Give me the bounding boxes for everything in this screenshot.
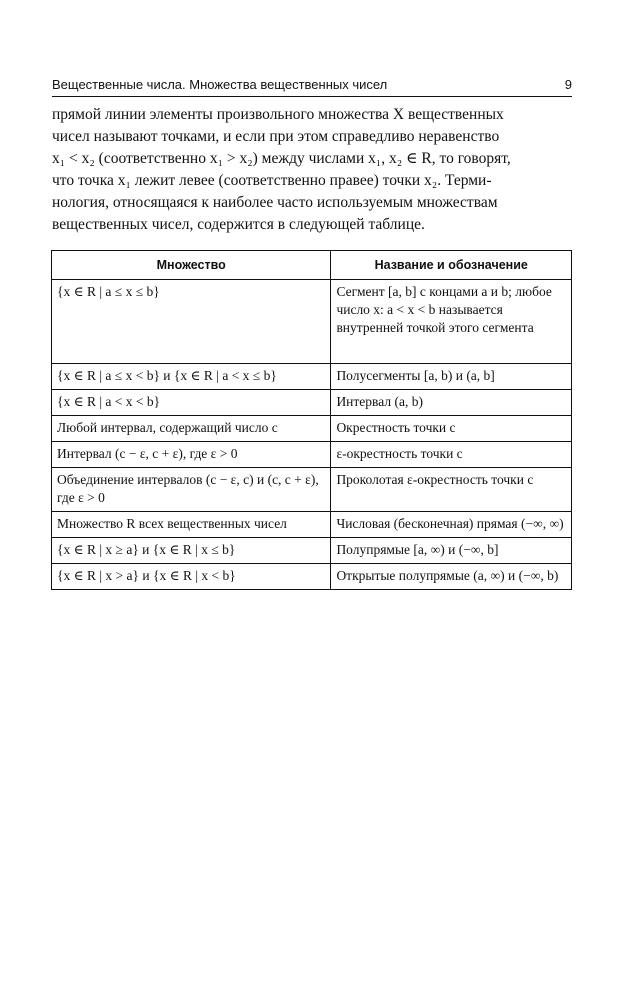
table-row	[52, 390, 572, 416]
table-header-row	[52, 251, 572, 280]
set-cell: Объединение интервалов (c − ε, c) и (c, c + ε), где ε > 0	[52, 468, 331, 512]
column-header-set: Множество	[52, 251, 331, 280]
table-row	[52, 442, 572, 468]
name-cell: Открытые полупрямые (a, ∞) и (−∞, b)	[331, 564, 572, 590]
name-cell: Полусегменты [a, b) и (a, b]	[331, 364, 572, 390]
name-cell: Проколотая ε-окрестность точки c	[331, 468, 572, 512]
table-row	[52, 538, 572, 564]
name-cell: Интервал (a, b)	[331, 390, 572, 416]
paragraph-line: что точка x₁ лежит левее (соответственно правее) точки x₂. Терми-	[52, 172, 492, 189]
name-cell: Числовая (бесконечная) прямая (−∞, ∞)	[331, 512, 572, 538]
table-row	[52, 364, 572, 390]
set-cell: {x ∈ R | a ≤ x < b} и {x ∈ R | a < x ≤ b}	[52, 364, 331, 390]
table-row	[52, 512, 572, 538]
body-paragraph	[52, 104, 572, 236]
table-row	[52, 416, 572, 442]
set-cell: {x ∈ R | a < x < b}	[52, 390, 331, 416]
name-cell: Окрестность точки c	[331, 416, 572, 442]
set-cell: {x ∈ R | x > a} и {x ∈ R | x < b}	[52, 564, 331, 590]
paragraph-line: x₁ < x₂ (соответственно x₁ > x₂) между числами x₁, x₂ ∈ R, то говорят,	[52, 150, 511, 167]
set-cell: {x ∈ R | a ≤ x ≤ b}	[52, 280, 331, 364]
set-cell: Любой интервал, содержащий число c	[52, 416, 331, 442]
set-cell: Интервал (c − ε, c + ε), где ε > 0	[52, 442, 331, 468]
table-row	[52, 280, 572, 364]
column-header-name: Название и обозначение	[331, 251, 572, 280]
running-title: Вещественные числа. Множества вещественных чисел	[52, 77, 388, 92]
paragraph-line: вещественных чисел, содержится в следующей таблице.	[52, 216, 425, 233]
paragraph-line: нология, относящаяся к наиболее часто используемым множествам	[52, 194, 498, 211]
name-cell: Сегмент [a, b] с концами a и b; любое число x: a < x < b называется внутренней точкой этого сегмента	[331, 280, 572, 364]
page-number: 9	[564, 77, 572, 92]
name-cell: ε-окрестность точки c	[331, 442, 572, 468]
running-header	[52, 76, 572, 97]
table-row	[52, 468, 572, 512]
paragraph-line: прямой линии элементы произвольного множества X вещественных	[52, 106, 504, 123]
set-cell: Множество R всех вещественных чисел	[52, 512, 331, 538]
name-cell: Полупрямые [a, ∞) и (−∞, b]	[331, 538, 572, 564]
sets-table	[51, 250, 572, 590]
table-row	[52, 564, 572, 590]
paragraph-line: чисел называют точками, и если при этом справедливо неравенство	[52, 128, 500, 145]
set-cell: {x ∈ R | x ≥ a} и {x ∈ R | x ≤ b}	[52, 538, 331, 564]
